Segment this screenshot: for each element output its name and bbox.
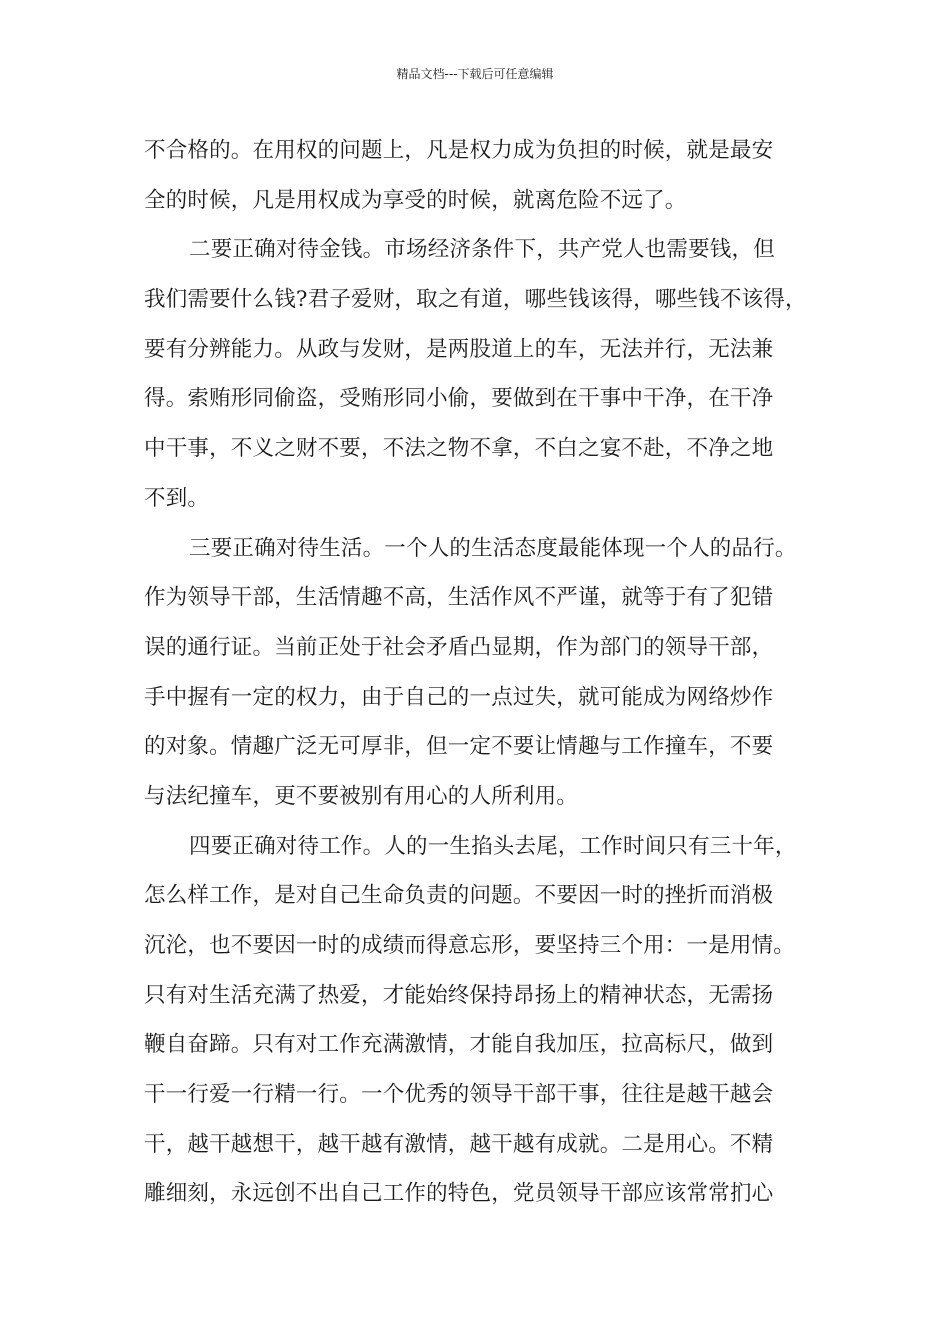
text-line: 误的通行证。当前正处于社会矛盾凸显期，作为部门的领导干部， (144, 634, 774, 660)
text-line: 作为领导干部，生活情趣不高，生活作风不严谨，就等于有了犯错 (144, 585, 774, 611)
text-line: 不合格的。在用权的问题上，凡是权力成为负担的时候，就是最安 (144, 138, 774, 163)
text-line: 手中握有一定的权力，由于自己的一点过失，就可能成为网络炒作 (144, 684, 774, 710)
text-line: 干，越干越想干，越干越有激情，越干越有成就。二是用心。不精 (144, 1131, 774, 1157)
text-line: 雕细刻，永远创不出自己工作的特色，党员领导干部应该常常扪心 (144, 1181, 774, 1207)
text-line: 沉沦，也不要因一时的成绩而得意忘形，要坚持三个用：一是用情。 (144, 933, 796, 958)
text-line: 中干事，不义之财不要，不法之物不拿，不白之宴不赴，不净之地 (144, 436, 774, 462)
text-line: 得。索贿形同偷盗，受贿形同小偷，要做到在干事中干净，在干净 (144, 386, 774, 412)
text-line: 怎么样工作，是对自己生命负责的问题。不要因一时的挫折而消极 (144, 883, 774, 909)
text-line: 与法纪撞车，更不要被别有用心的人所利用。 (144, 783, 579, 809)
text-line: 我们需要什么钱?君子爱财，取之有道，哪些钱该得，哪些钱不该得， (144, 287, 807, 313)
text-line: 鞭自奋蹄。只有对工作充满激情，才能自我加压，拉高标尺，做到 (144, 1032, 774, 1058)
text-line: 的对象。情趣广泛无可厚非，但一定不要让情趣与工作撞车，不要 (144, 734, 774, 760)
paragraph-start-line: 三要正确对待生活。一个人的生活态度最能体现一个人的品行。 (189, 535, 797, 561)
text-line: 不到。 (144, 485, 210, 511)
text-line: 只有对生活充满了热爱，才能始终保持昂扬上的精神状态，无需扬 (144, 982, 774, 1008)
text-line: 干一行爱一行精一行。一个优秀的领导干部干事，往往是越干越会 (144, 1082, 774, 1108)
text-line: 全的时候，凡是用权成为享受的时候，就离危险不远了。 (144, 187, 687, 213)
page-header: 精品文档---下载后可任意编辑 (396, 67, 554, 81)
text-line: 要有分辨能力。从政与发财，是两股道上的车，无法并行，无法兼 (144, 336, 774, 362)
document-body (144, 126, 834, 1219)
paragraph-start-line: 四要正确对待工作。人的一生掐头去尾，工作时间只有三十年， (189, 833, 797, 859)
paragraph-start-line: 二要正确对待金钱。市场经济条件下，共产党人也需要钱，但 (189, 237, 775, 263)
